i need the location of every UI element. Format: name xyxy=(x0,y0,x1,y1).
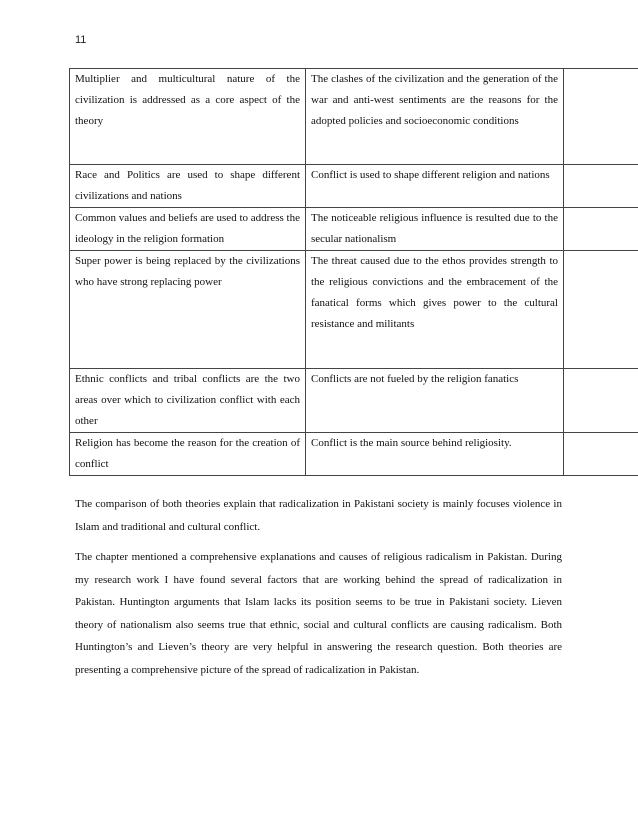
table-cell: Race and Politics are used to shape different civilizations and nations xyxy=(70,165,306,208)
table-row xyxy=(70,69,638,165)
table-cell: The threat caused due to the ethos provides strength to the religious convictions and the embracement of the fanatical forms which gives power to the cultural resistance and militants xyxy=(306,251,564,369)
comparison-table xyxy=(69,68,638,476)
table-cell-empty xyxy=(564,165,638,208)
table-cell-empty xyxy=(564,369,638,433)
table-cell: Conflict is the main source behind religiosity. xyxy=(306,433,564,476)
paragraph-conclusion: The chapter mentioned a comprehensive explanations and causes of religious radicalism in Pakistan. During my research work I have found several factors that are working behind the spread of radicalization in Pakistan. Huntington arguments that Islam lacks its position seems to be true in Pakistani society. Lieven theory of nationalism also seems true that ethnic, social and cultural conflicts are causing radicalism. Both Huntington’s and Lieven’s theory are very helpful in answering the research question. Both theories are presenting a comprehensive picture of the spread of radicalization in Pakistan. xyxy=(75,551,562,676)
table-cell: Conflicts are not fueled by the religion fanatics xyxy=(306,369,564,433)
table-row xyxy=(70,208,638,251)
table-cell: The clashes of the civilization and the generation of the war and anti-west sentiments are the reasons for the adopted policies and socioeconomic conditions xyxy=(306,69,564,165)
page-number: 11 xyxy=(75,34,87,46)
table-cell: Ethnic conflicts and tribal conflicts are the two areas over which to civilization conflict with each other xyxy=(70,369,306,433)
table-cell: Super power is being replaced by the civilizations who have strong replacing power xyxy=(70,251,306,369)
table-cell-empty xyxy=(564,69,638,165)
table-cell-empty xyxy=(564,208,638,251)
table-cell-empty xyxy=(564,433,638,476)
paragraph-comparison: The comparison of both theories explain that radicalization in Pakistani society is mainly focuses violence in Islam and traditional and cultural conflict. xyxy=(75,498,562,533)
table-row xyxy=(70,433,638,476)
table-cell: Religion has become the reason for the creation of conflict xyxy=(70,433,306,476)
table-row xyxy=(70,369,638,433)
table-cell: Conflict is used to shape different religion and nations xyxy=(306,165,564,208)
table-cell: The noticeable religious influence is resulted due to the secular nationalism xyxy=(306,208,564,251)
table-cell: Multiplier and multicultural nature of the civilization is addressed as a core aspect of the theory xyxy=(70,69,306,165)
table-cell-empty xyxy=(564,251,638,369)
table-row xyxy=(70,251,638,369)
table-row xyxy=(70,165,638,208)
table-cell: Common values and beliefs are used to address the ideology in the religion formation xyxy=(70,208,306,251)
